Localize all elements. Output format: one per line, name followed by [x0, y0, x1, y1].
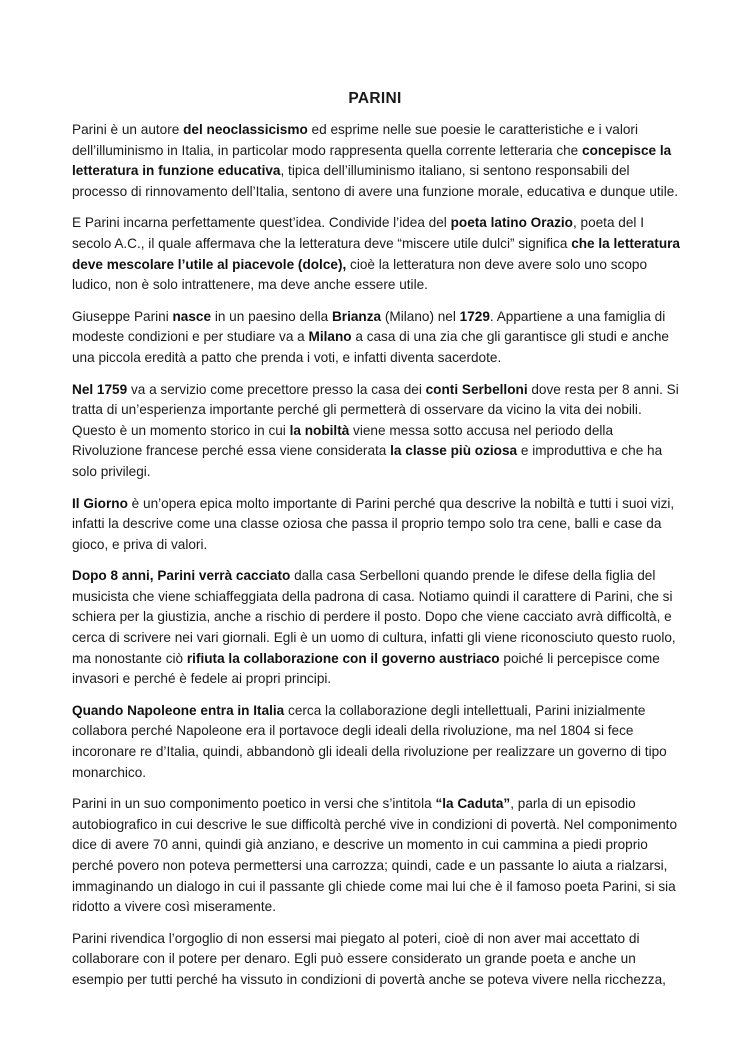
bold-text: Il Giorno [72, 495, 128, 511]
bold-text: rifiuta la collaborazione con il governo austriaco [186, 650, 500, 666]
text-run: Parini è un autore [72, 122, 184, 137]
text-run: , parla di un episodio autobiografico in cui descrive le sue difficoltà perché vive in condizioni di povertà. Nel componimento dice di avere 70 anni, quindi già anziano, e descrive un momento in cui cammina a piedi proprio perché povero non poteva permettersi una carrozza; quindi, cade e un passante lo aiuta a rialzarsi, immaginando un dialogo in cui il passante gli chiede come mai lui che è il famoso poeta Parini, si sia ridotto a vivere così miseramente. [72, 796, 678, 915]
text-run: , tipica dell’illuminismo italiano, si sentono responsabili del processo di rinnovamento dell’Italia, sentono di avere una funzione morale, educativa e dunque utile. [72, 163, 679, 199]
bold-text: conti Serbelloni [425, 381, 528, 397]
paragraph [72, 794, 684, 918]
text-run: è un’opera epica molto importante di Parini perché qua descrive la nobiltà e tutti i suoi vizi, infatti la descrive come una classe oziosa che passa il proprio tempo solo tra cene, balli e case da gioco, e priva di valori. [72, 495, 675, 552]
bold-text: 1729 [459, 308, 490, 324]
bold-text: la classe più oziosa [390, 443, 518, 459]
text-run: cioè la letteratura non deve avere solo uno scopo ludico, non è solo intrattenere, ma deve anche essere utile. [72, 256, 648, 293]
bold-text: nasce [172, 308, 212, 324]
text-run: (Milano) nel [381, 308, 460, 324]
paragraph [72, 307, 684, 369]
text-run: , poeta del I secolo A.C., il quale affermava che la letteratura deve “miscere utile dulci” significa [72, 215, 644, 251]
bold-text: concepisce la letteratura in funzione educativa [72, 142, 672, 179]
document-body [72, 120, 684, 1002]
text-run: viene messa sotto accusa nel periodo della Rivoluzione francese perché essa viene considerata [72, 422, 614, 459]
text-run: e improduttiva e che ha solo privilegi. [72, 443, 663, 479]
bold-text: che la letteratura deve mescolare l’utile al piacevole (dolce), [72, 235, 680, 272]
text-run: Giuseppe Parini [72, 308, 173, 324]
bold-text: Quando Napoleone entra in Italia [72, 702, 285, 718]
bold-text: “la Caduta” [435, 796, 511, 812]
text-run: . Appartiene a una famiglia di modeste condizioni e per studiare va a [72, 308, 666, 345]
bold-text: Brianza [331, 308, 382, 324]
paragraph [72, 566, 684, 690]
text-run: poiché li percepisce come invasori e perché è fedele ai propri principi. [72, 650, 660, 687]
paragraph [72, 213, 684, 295]
paragraph [72, 494, 684, 556]
text-run: E Parini incarna perfettamente quest’idea. Condivide l’idea del [72, 215, 451, 231]
paragraph [72, 701, 684, 783]
bold-text: Dopo 8 anni, Parini verrà cacciato [72, 568, 291, 584]
text-run: dalla casa Serbelloni quando prende le difese della figlia del musicista che viene schiaffeggiata della padrona di casa. Notiamo quindi il carattere di Parini, che si schiera per la giustizia, anche a rischio di perdere il posto. Dopo che viene cacciato avrà difficoltà, e cerca di scrivere nei vari giornali. Egli è un uomo di cultura, infatti gli viene riconosciuto questo ruolo, ma nonostante ciò [72, 568, 676, 666]
bold-text: la nobiltà [289, 422, 350, 438]
page-title: PARINI [348, 90, 402, 107]
bold-text: del neoclassicismo [183, 122, 308, 137]
paragraph [72, 380, 684, 483]
bold-text: Nel 1759 [72, 381, 128, 397]
text-run: dove resta per 8 anni. Si tratta di un’esperienza importante perché gli permetterà di osservare da vicino la vita dei nobili. Questo è un momento storico in cui [72, 381, 679, 438]
text-run: va a servizio come precettore presso la casa dei [127, 381, 426, 397]
text-run: Parini rivendica l’orgoglio di non essersi mai piegato al poteri, cioè di non aver mai accettato di collaborare con il potere per denaro. Egli può essere considerato un grande poeta e anche un esempio per tutti perché ha vissuto in condizioni di povertà anche se poteva vivere nella ricchezza, [72, 930, 666, 987]
bold-text: poeta latino Orazio [450, 215, 573, 231]
text-run: ed esprime nelle sue poesie le caratteristiche e i valori dell’illuminismo in Italia, in particolar modo rappresenta quella corrente letteraria che [72, 122, 638, 158]
paragraph [72, 120, 684, 202]
text-run: in un paesino della [211, 308, 332, 324]
text-run: cerca la collaborazione degli intellettuali, Parini inizialmente collabora perché Napoleone era il portavoce degli ideali della rivoluzione, ma nel 1804 si fece incoronare re d’Italia, quindi, abbandonò gli ideali della rivoluzione per realizzare un governo di tipo monarchico. [72, 702, 667, 780]
text-run: a casa di una zia che gli garantisce gli studi e anche una piccola eredità a patto che prenda i voti, e infatti diventa sacerdote. [72, 329, 669, 365]
text-run: Parini in un suo componimento poetico in versi che s’intitola [72, 796, 436, 812]
paragraph [72, 929, 684, 991]
bold-text: Milano [308, 329, 352, 345]
